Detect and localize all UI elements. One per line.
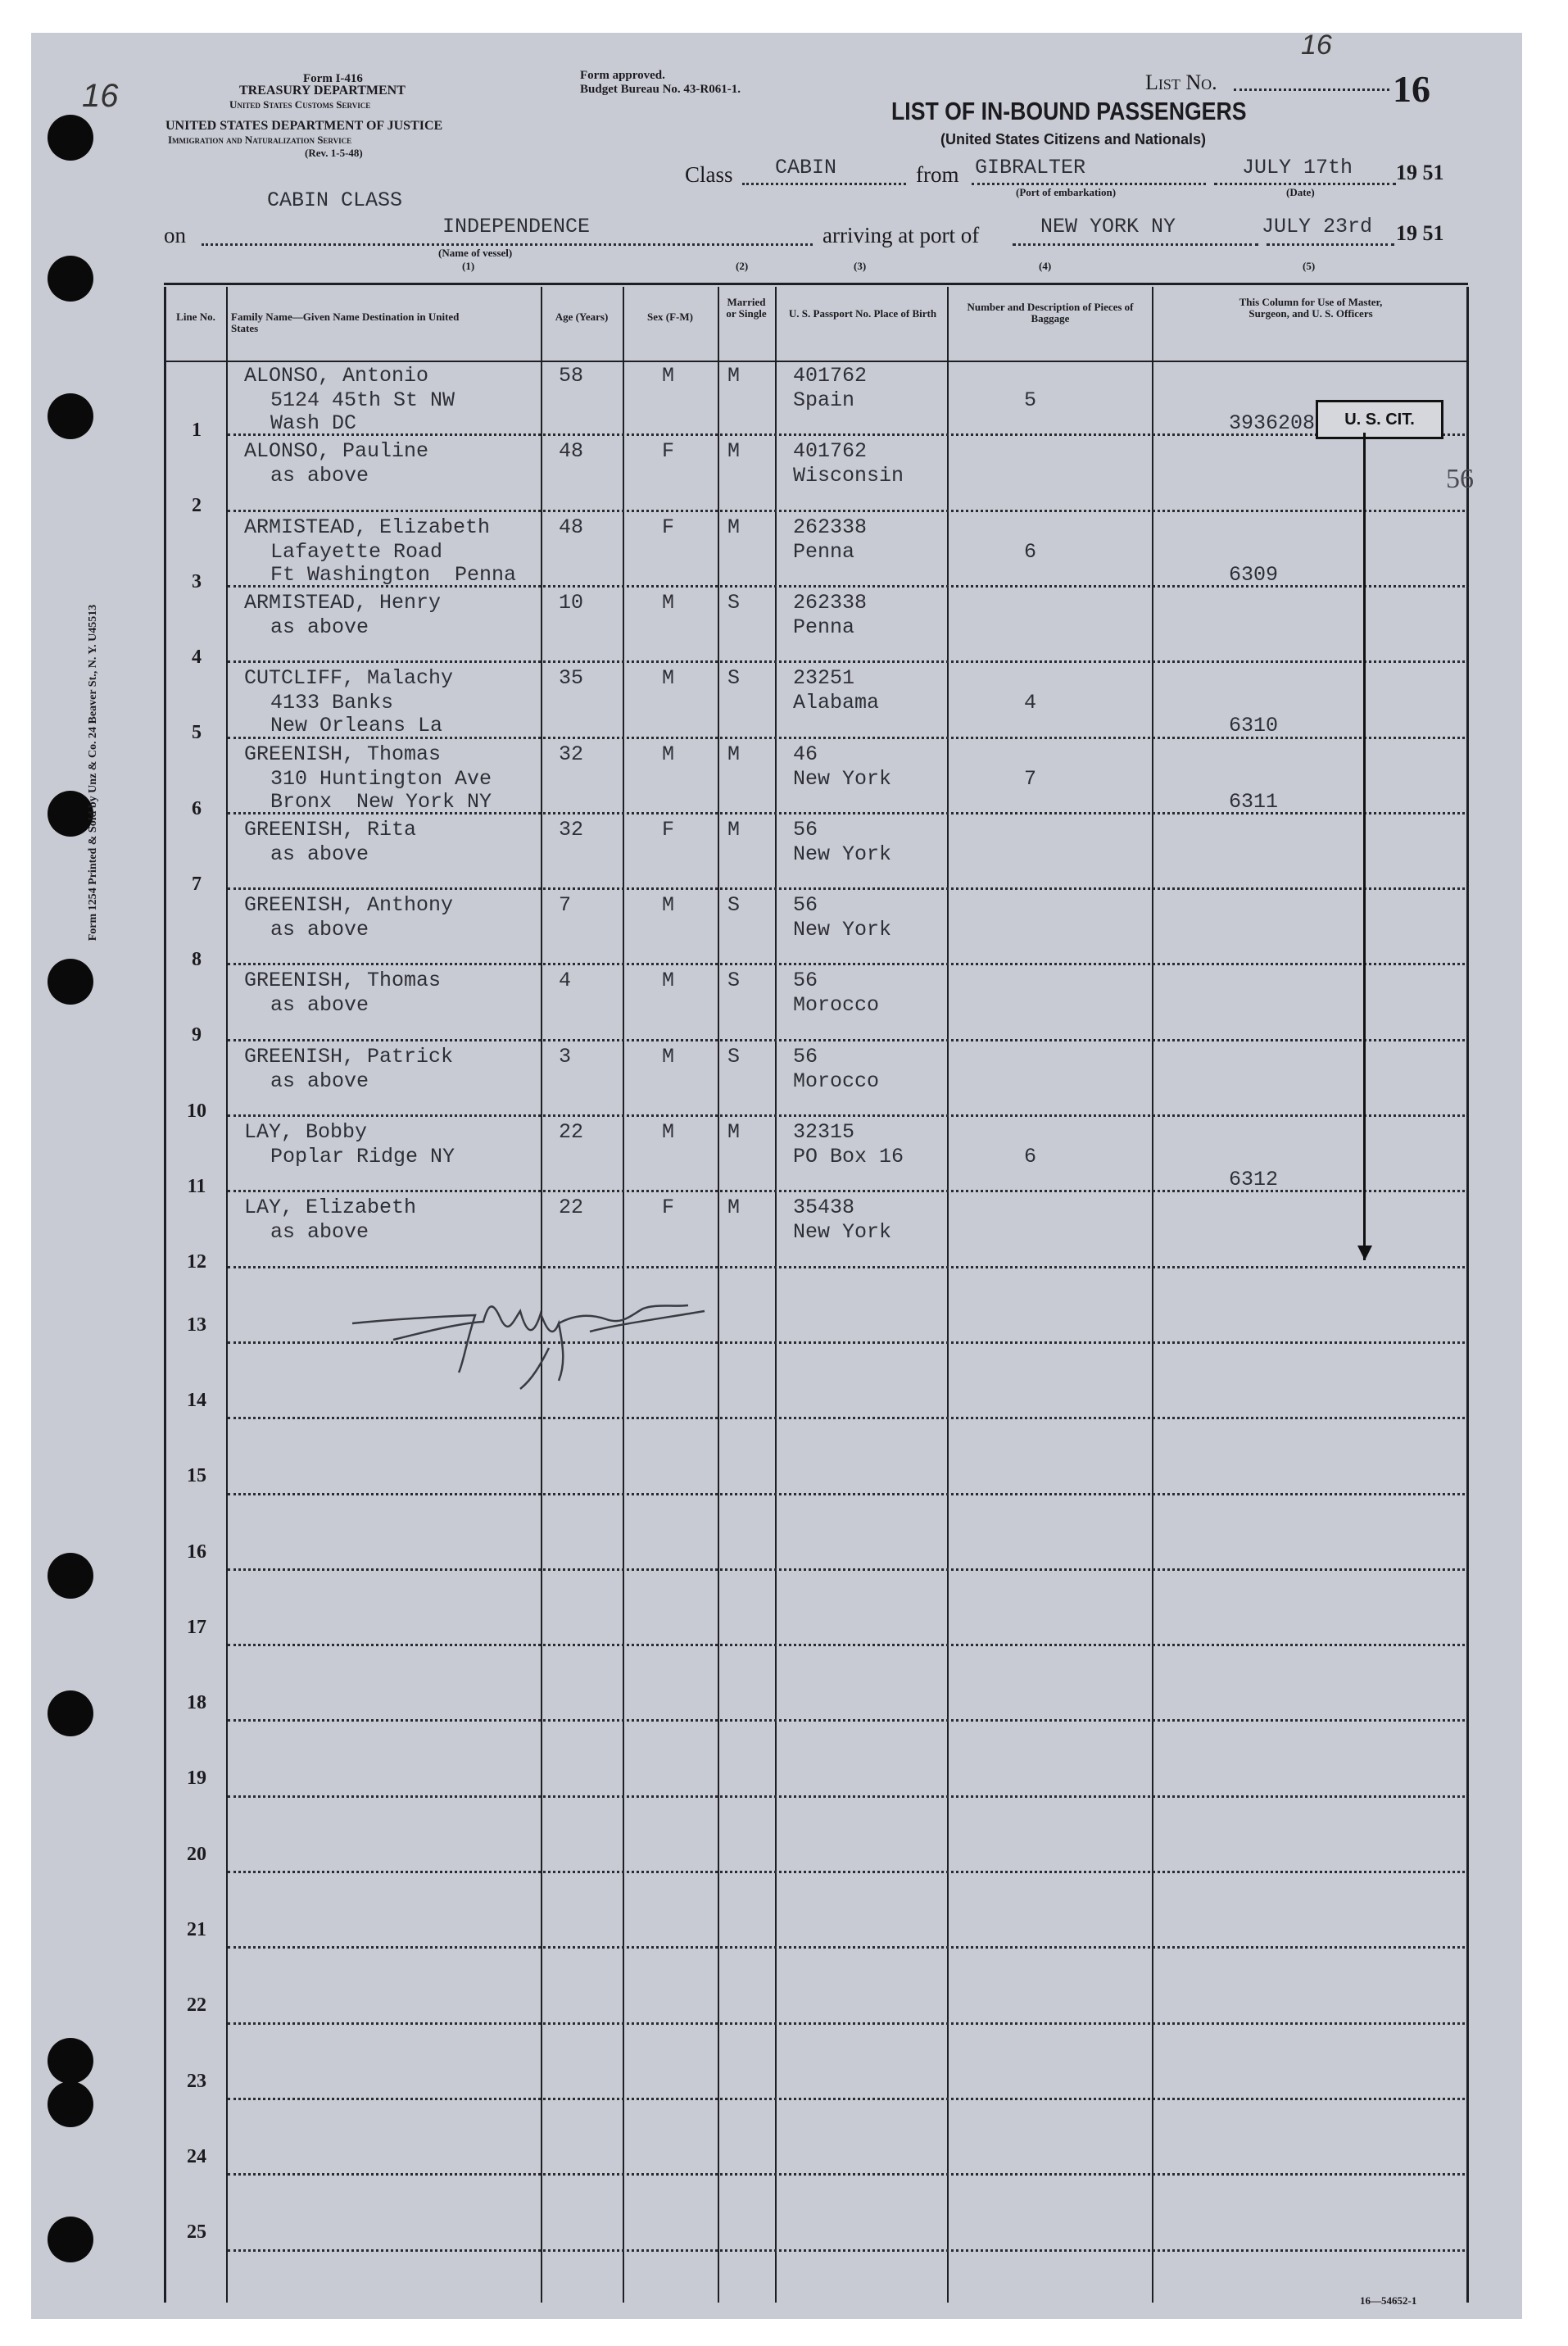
arrival-year: 19 51 xyxy=(1396,221,1444,245)
baggage-count: 6 xyxy=(1024,1145,1037,1168)
passenger-sex: F xyxy=(662,817,675,842)
passport-number: 23251 xyxy=(793,666,855,691)
line-number: 16 xyxy=(187,1541,206,1563)
customs-service: United States Customs Service xyxy=(229,98,371,111)
passport-number: 56 xyxy=(793,817,818,842)
passenger-sex: M xyxy=(662,969,675,993)
line-number: 19 xyxy=(187,1767,206,1790)
passenger-sex: M xyxy=(662,364,675,388)
passenger-age: 22 xyxy=(559,1120,584,1144)
passenger-destination: New Orleans La xyxy=(270,714,443,738)
passenger-destination: as above xyxy=(270,993,369,1018)
row-rule xyxy=(228,1114,1465,1117)
row-rule xyxy=(228,1644,1465,1646)
line-number: 14 xyxy=(187,1389,206,1411)
passenger-marital-status: M xyxy=(727,1196,741,1220)
passenger-name: ARMISTEAD, Henry xyxy=(244,590,442,615)
on-label: on xyxy=(164,223,186,247)
passenger-age: 58 xyxy=(559,364,584,388)
passenger-destination: 5124 45th St NW xyxy=(270,388,455,412)
line-number: 25 xyxy=(187,2221,206,2244)
date-caption: (Date) xyxy=(1286,186,1315,198)
passenger-marital-status: M xyxy=(727,817,741,842)
line-number: 1 xyxy=(192,420,202,441)
column-header-officers: This Column for Use of Master, Surgeon, and U. S. Officers xyxy=(1239,296,1383,320)
class-label: Class xyxy=(685,162,733,187)
passenger-destination: 4133 Banks xyxy=(270,691,394,715)
officer-note: 3936208 xyxy=(1229,411,1316,435)
line-number: 18 xyxy=(187,1692,206,1714)
us-citizen-stamp: U. S. CIT. xyxy=(1316,400,1443,439)
passport-number: 401762 xyxy=(793,364,868,388)
passport-number: 401762 xyxy=(793,439,868,464)
arrival-port: NEW YORK NY xyxy=(1040,215,1176,238)
column-header-married: Married or Single xyxy=(726,296,767,320)
row-rule xyxy=(228,1719,1465,1722)
column-header-passport: U. S. Passport No. Place of Birth xyxy=(788,307,937,320)
line-number: 6 xyxy=(192,797,202,819)
passenger-age: 7 xyxy=(559,893,572,918)
officer-note: 6309 xyxy=(1229,562,1279,587)
column-header-name: Family Name—Given Name Destination in United States xyxy=(231,311,460,334)
passenger-marital-status: S xyxy=(727,590,741,615)
passenger-sex: M xyxy=(662,742,675,766)
place-of-birth: Wisconsin xyxy=(793,464,904,488)
passenger-marital-status: S xyxy=(727,893,741,918)
passport-number: 262338 xyxy=(793,590,868,615)
passport-number: 262338 xyxy=(793,515,868,539)
passenger-marital-status: M xyxy=(727,742,741,766)
passenger-name: LAY, Bobby xyxy=(244,1120,368,1144)
line-number: 12 xyxy=(187,1251,206,1273)
row-rule xyxy=(228,1568,1465,1571)
passenger-destination: as above xyxy=(270,464,369,488)
passenger-sex: F xyxy=(662,1196,675,1220)
binder-hole xyxy=(48,2217,93,2262)
line-number: 2 xyxy=(192,495,202,517)
row-rule xyxy=(228,1266,1465,1268)
line-number: 17 xyxy=(187,1616,206,1638)
passport-number: 32315 xyxy=(793,1120,855,1144)
passenger-name: ARMISTEAD, Elizabeth xyxy=(244,515,491,539)
vessel-name: INDEPENDENCE xyxy=(442,215,591,238)
passenger-marital-status: M xyxy=(727,364,741,388)
passenger-sex: F xyxy=(662,439,675,464)
row-rule xyxy=(228,1871,1465,1873)
place-of-birth: Alabama xyxy=(793,691,880,715)
line-number: 15 xyxy=(187,1465,206,1487)
passenger-sex: M xyxy=(662,590,675,615)
binder-hole xyxy=(48,2038,93,2084)
binder-hole xyxy=(48,256,93,302)
place-of-birth: Penna xyxy=(793,539,855,564)
row-rule xyxy=(228,963,1465,965)
column-header-line-no: Line No. xyxy=(176,311,215,323)
line-number: 4 xyxy=(192,646,202,668)
passport-number: 56 xyxy=(793,1044,818,1069)
passenger-age: 48 xyxy=(559,515,584,539)
caption-4: (4) xyxy=(1039,260,1052,272)
place-of-birth: New York xyxy=(793,1220,892,1245)
departure-year: 19 51 xyxy=(1396,161,1444,184)
row-rule xyxy=(228,510,1465,512)
vessel-caption: (Name of vessel) xyxy=(438,247,513,259)
passenger-age: 48 xyxy=(559,439,584,464)
handwritten-corner-note: 16 xyxy=(1301,29,1332,61)
row-rule xyxy=(228,1417,1465,1419)
line-number: 23 xyxy=(187,2070,206,2092)
passenger-destination: Wash DC xyxy=(270,411,357,435)
bracket-arrow xyxy=(1357,1246,1372,1260)
officer-note: 6311 xyxy=(1229,789,1279,814)
place-of-birth: New York xyxy=(793,918,892,942)
passenger-destination: as above xyxy=(270,918,369,942)
passenger-name: GREENISH, Anthony xyxy=(244,893,454,918)
caption-5: (5) xyxy=(1303,260,1316,272)
place-of-birth: Penna xyxy=(793,615,855,639)
passenger-sex: M xyxy=(662,1120,675,1144)
immigration-service: Immigration and Naturalization Service xyxy=(168,134,352,146)
passenger-destination: Poplar Ridge NY xyxy=(270,1145,455,1168)
row-rule xyxy=(228,660,1465,663)
officer-note: 6310 xyxy=(1229,714,1279,738)
passenger-name: GREENISH, Patrick xyxy=(244,1044,454,1069)
row-rule xyxy=(228,1039,1465,1041)
row-rule xyxy=(228,2249,1465,2252)
place-of-birth: New York xyxy=(793,766,892,791)
page-title: LIST OF IN-BOUND PASSENGERS xyxy=(891,97,1247,125)
binder-hole xyxy=(48,393,93,439)
passenger-marital-status: S xyxy=(727,969,741,993)
place-of-birth: Spain xyxy=(793,388,855,412)
column-header-age: Age (Years) xyxy=(555,311,609,323)
row-rule xyxy=(228,2173,1465,2176)
passport-number: 46 xyxy=(793,742,818,766)
footer-code: 16—54652-1 xyxy=(1360,2294,1417,2307)
passenger-name: GREENISH, Rita xyxy=(244,817,417,842)
line-number: 24 xyxy=(187,2145,206,2167)
row-rule xyxy=(228,2022,1465,2025)
page-subtitle: (United States Citizens and Nationals) xyxy=(940,131,1207,147)
passport-number: 35438 xyxy=(793,1196,855,1220)
passenger-marital-status: S xyxy=(727,666,741,691)
list-number: 16 xyxy=(1393,68,1430,110)
line-number: 21 xyxy=(187,1919,206,1940)
passenger-name: GREENISH, Thomas xyxy=(244,742,442,766)
passenger-destination: 310 Huntington Ave xyxy=(270,766,492,791)
arrival-date: JULY 23rd xyxy=(1262,215,1373,238)
baggage-count: 6 xyxy=(1024,539,1037,564)
from-label: from xyxy=(916,162,959,187)
treasury-department: TREASURY DEPARTMENT xyxy=(239,84,406,98)
budget-bureau: Budget Bureau No. 43-R061-1. xyxy=(580,83,741,96)
passenger-marital-status: M xyxy=(727,515,741,539)
passenger-marital-status: M xyxy=(727,439,741,464)
line-number: 7 xyxy=(192,873,202,895)
binder-hole xyxy=(48,1553,93,1599)
row-rule xyxy=(228,1190,1465,1192)
passenger-destination: Lafayette Road xyxy=(270,539,443,564)
place-of-birth: PO Box 16 xyxy=(793,1145,904,1168)
caption-3: (3) xyxy=(854,260,867,272)
officer-note: 6312 xyxy=(1229,1168,1279,1191)
passenger-destination: as above xyxy=(270,615,369,639)
line-number: 9 xyxy=(192,1024,202,1046)
row-rule xyxy=(228,1795,1465,1798)
place-of-birth: New York xyxy=(793,842,892,866)
caption-1: (1) xyxy=(462,260,475,272)
passenger-destination: as above xyxy=(270,1220,369,1245)
officer-signature xyxy=(344,1274,737,1405)
passenger-destination: as above xyxy=(270,842,369,866)
line-number: 10 xyxy=(187,1100,206,1122)
passenger-age: 22 xyxy=(559,1196,584,1220)
passenger-age: 3 xyxy=(559,1044,572,1069)
passenger-name: GREENISH, Thomas xyxy=(244,969,442,993)
binder-hole xyxy=(48,1690,93,1736)
list-number-label: List No. xyxy=(1145,70,1217,94)
form-approved: Form approved. xyxy=(580,69,665,82)
bracket-line xyxy=(1363,433,1366,1260)
passenger-age: 32 xyxy=(559,817,584,842)
caption-2: (2) xyxy=(736,260,749,272)
line-number: 3 xyxy=(192,570,202,592)
row-rule xyxy=(228,1946,1465,1949)
port-of-embarkation: GIBRALTER xyxy=(975,156,1086,179)
passenger-destination: Bronx New York NY xyxy=(270,789,492,814)
passenger-sex: M xyxy=(662,893,675,918)
row-rule xyxy=(228,887,1465,890)
line-number: 20 xyxy=(187,1843,206,1865)
arriving-label: arriving at port of xyxy=(823,223,980,247)
line-number: 13 xyxy=(187,1314,206,1336)
passenger-sex: M xyxy=(662,666,675,691)
passenger-marital-status: S xyxy=(727,1044,741,1069)
passport-number: 56 xyxy=(793,893,818,918)
departure-date: JULY 17th xyxy=(1242,156,1353,179)
passenger-sex: F xyxy=(662,515,675,539)
passenger-destination: Ft Washington Penna xyxy=(270,562,517,587)
binder-hole xyxy=(48,115,93,161)
justice-department: UNITED STATES DEPARTMENT OF JUSTICE xyxy=(165,119,443,133)
revision-date: (Rev. 1-5-48) xyxy=(305,147,363,159)
handwritten-left-note: 16 xyxy=(82,78,119,114)
passenger-name: ALONSO, Pauline xyxy=(244,439,429,464)
passenger-name: CUTCLIFF, Malachy xyxy=(244,666,454,691)
passenger-sex: M xyxy=(662,1044,675,1069)
line-number: 8 xyxy=(192,949,202,971)
port-caption: (Port of embarkation) xyxy=(1016,186,1117,198)
form-number: Form I-416 xyxy=(303,72,363,85)
passenger-age: 35 xyxy=(559,666,584,691)
passport-number: 56 xyxy=(793,969,818,993)
row-rule xyxy=(228,2098,1465,2100)
column-header-baggage: Number and Description of Pieces of Baggage xyxy=(967,301,1134,324)
line-number: 5 xyxy=(192,722,202,744)
passenger-destination: as above xyxy=(270,1069,369,1093)
column-header-sex: Sex (F-M) xyxy=(647,311,693,323)
side-printer-text: Form 1254 Printed & Sold by Unz & Co. 24 Beaver St., N. Y. U45513 xyxy=(87,604,99,942)
place-of-birth: Morocco xyxy=(793,993,880,1018)
margin-number: 56 xyxy=(1446,464,1474,494)
baggage-count: 7 xyxy=(1024,766,1037,791)
passenger-marital-status: M xyxy=(727,1120,741,1144)
baggage-count: 5 xyxy=(1024,388,1037,412)
row-rule xyxy=(228,1493,1465,1495)
passenger-age: 32 xyxy=(559,742,584,766)
class-value: CABIN xyxy=(775,156,837,179)
binder-hole xyxy=(48,2081,93,2127)
place-of-birth: Morocco xyxy=(793,1069,880,1093)
line-number: 11 xyxy=(187,1176,206,1197)
passenger-age: 10 xyxy=(559,590,584,615)
passenger-name: LAY, Elizabeth xyxy=(244,1196,417,1220)
vessel-class-note: CABIN CLASS xyxy=(267,188,403,212)
passenger-age: 4 xyxy=(559,969,572,993)
baggage-count: 4 xyxy=(1024,691,1037,715)
passenger-name: ALONSO, Antonio xyxy=(244,364,429,388)
line-number: 22 xyxy=(187,1994,206,2017)
